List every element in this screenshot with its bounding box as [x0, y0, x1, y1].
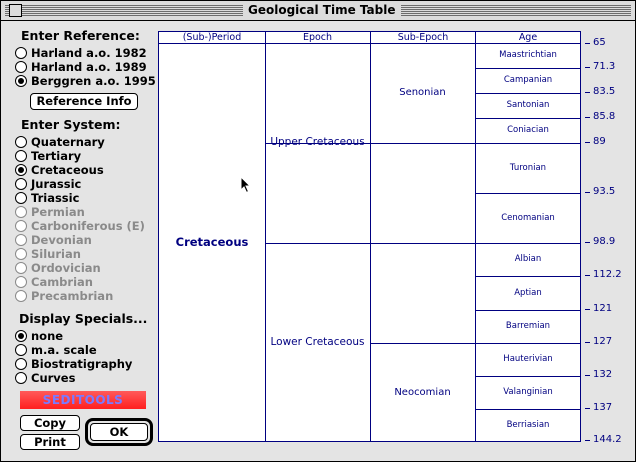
scale-label: 132: [593, 369, 613, 380]
age-divider: [475, 93, 580, 94]
radio-button-selected-icon[interactable]: [15, 164, 27, 176]
copy-button[interactable]: Copy: [20, 415, 80, 431]
age-divider: [475, 409, 580, 410]
ok-button-default-ring[interactable]: [85, 418, 153, 446]
radio-jurassic[interactable]: Jurassic: [14, 177, 81, 191]
scale-label: 83.5: [593, 86, 616, 97]
scale-tick: [585, 309, 590, 310]
radio-button-selected-icon[interactable]: [15, 330, 27, 342]
age-divider: [475, 118, 580, 119]
subepoch-divider: [370, 343, 475, 344]
age-label: Hauterivian: [503, 354, 553, 364]
print-button[interactable]: Print: [20, 434, 80, 450]
radio-button-disabled-icon: [15, 248, 27, 260]
mouse-pointer-icon: [240, 176, 252, 194]
radio-button-disabled-icon: [15, 234, 27, 246]
age-divider: [475, 276, 580, 277]
reference-info-button[interactable]: Reference Info: [30, 93, 138, 110]
scale-tick: [585, 440, 590, 441]
scale-tick: [585, 275, 590, 276]
age-divider: [475, 310, 580, 311]
scale-tick: [585, 43, 590, 44]
age-label: Santonian: [506, 100, 550, 110]
seditools-logo: SEDITOOLS: [20, 391, 146, 409]
radio-devonian: Devonian: [14, 233, 92, 247]
scale-label: 89: [593, 136, 606, 147]
scale-tick: [585, 142, 590, 143]
age-label: Cenomanian: [501, 213, 555, 223]
radio-cambrian: Cambrian: [14, 275, 93, 289]
age-label: Coniacian: [507, 125, 549, 135]
radio-harland-1982[interactable]: Harland a.o. 1982: [14, 46, 147, 60]
scale-label: 127: [593, 336, 613, 347]
scale-label: 93.5: [593, 186, 616, 197]
scale-tick: [585, 92, 590, 93]
age-divider: [475, 343, 580, 344]
system-heading: Enter System:: [21, 117, 121, 132]
age-label: Turonian: [509, 163, 547, 173]
radio-button-icon[interactable]: [15, 47, 27, 59]
scale-label: 144.2: [593, 434, 622, 445]
radio-quaternary[interactable]: Quaternary: [14, 135, 105, 149]
radio-ordovician: Ordovician: [14, 261, 101, 275]
radio-button-icon[interactable]: [15, 136, 27, 148]
radio-curves[interactable]: Curves: [14, 371, 75, 385]
subepoch-label: Senonian: [399, 87, 446, 98]
radio-button-icon[interactable]: [15, 192, 27, 204]
title-bar[interactable]: [1, 1, 635, 21]
radio-button-disabled-icon: [15, 262, 27, 274]
radio-silurian: Silurian: [14, 247, 81, 261]
scale-label: 98.9: [593, 236, 616, 247]
ok-button[interactable]: OK: [90, 423, 148, 441]
radio-biostratigraphy[interactable]: Biostratigraphy: [14, 357, 132, 371]
scale-tick: [585, 67, 590, 68]
scale-tick: [585, 408, 590, 409]
radio-button-selected-icon[interactable]: [15, 75, 27, 87]
header-epoch: Epoch: [302, 32, 333, 43]
radio-precambrian: Precambrian: [14, 289, 113, 303]
radio-button-icon[interactable]: [15, 61, 27, 73]
scale-tick: [585, 117, 590, 118]
epoch-label: Lower Cretaceous: [270, 336, 365, 348]
radio-permian: Permian: [14, 205, 85, 219]
scale-label: 85.8: [593, 111, 616, 122]
scale-label: 137: [593, 402, 613, 413]
age-label: Campanian: [503, 75, 553, 85]
radio-button-icon[interactable]: [15, 344, 27, 356]
radio-button-icon[interactable]: [15, 150, 27, 162]
age-divider: [475, 376, 580, 377]
age-divider: [475, 143, 580, 144]
scale-tick: [585, 342, 590, 343]
age-label: Albian: [514, 254, 542, 264]
subepoch-label: Neocomian: [394, 387, 451, 398]
radio-none[interactable]: none: [14, 329, 63, 343]
scale-tick: [585, 375, 590, 376]
epoch-divider: [265, 243, 580, 244]
header-subperiod: (Sub-)Period: [182, 32, 242, 43]
age-label: Barremian: [505, 321, 551, 331]
radio-button-disabled-icon: [15, 220, 27, 232]
reference-heading: Enter Reference:: [21, 28, 140, 43]
age-label: Berriasian: [506, 420, 550, 430]
radio-carboniferous: Carboniferous (E): [14, 219, 145, 233]
radio-tertiary[interactable]: Tertiary: [14, 149, 81, 163]
window-title: Geological Time Table: [243, 3, 401, 18]
header-age: Age: [518, 32, 538, 43]
age-divider: [475, 193, 580, 194]
specials-heading: Display Specials...: [19, 311, 148, 326]
radio-button-icon[interactable]: [15, 178, 27, 190]
header-subepoch: Sub-Epoch: [397, 32, 449, 43]
scale-label: 65: [593, 37, 606, 48]
close-box-icon[interactable]: [9, 4, 22, 17]
radio-harland-1989[interactable]: Harland a.o. 1989: [14, 60, 147, 74]
column-divider: [265, 32, 266, 441]
age-divider: [475, 68, 580, 69]
age-label: Valanginian: [503, 387, 553, 397]
radio-button-disabled-icon: [15, 276, 27, 288]
radio-button-icon[interactable]: [15, 358, 27, 370]
radio-berggren-1995[interactable]: Berggren a.o. 1995: [14, 74, 156, 88]
radio-triassic[interactable]: Triassic: [14, 191, 79, 205]
time-table: [158, 31, 581, 442]
radio-ma-scale[interactable]: m.a. scale: [14, 343, 97, 357]
radio-button-disabled-icon: [15, 206, 27, 218]
epoch-label: Upper Cretaceous: [270, 136, 365, 148]
scale-label: 71.3: [593, 61, 616, 72]
scale-label: 112.2: [593, 269, 622, 280]
period-label: Cretaceous: [175, 235, 249, 249]
scale-tick: [585, 192, 590, 193]
age-label: Aptian: [514, 288, 542, 298]
age-label: Maastrichtian: [499, 50, 557, 60]
radio-button-icon[interactable]: [15, 372, 27, 384]
scale-label: 121: [593, 303, 613, 314]
scale-tick: [585, 242, 590, 243]
radio-button-disabled-icon: [15, 290, 27, 302]
radio-cretaceous[interactable]: Cretaceous: [14, 163, 104, 177]
